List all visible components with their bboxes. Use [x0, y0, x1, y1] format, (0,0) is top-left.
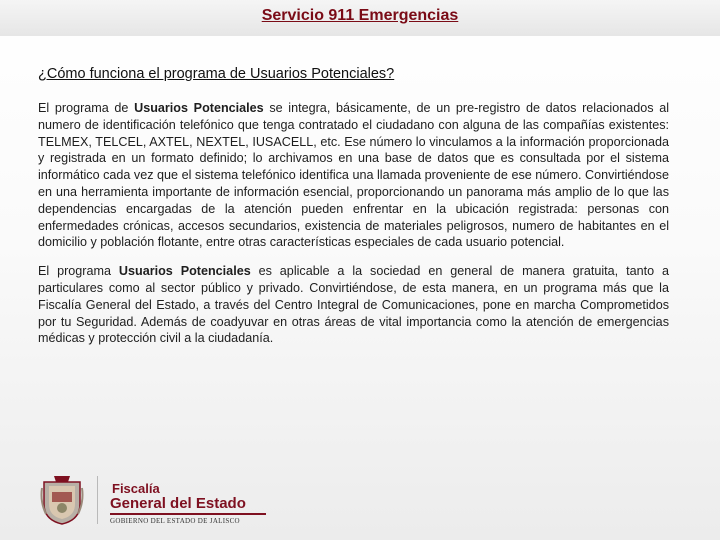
paragraph-1 — [38, 100, 669, 251]
logo-line-1: Fiscalía — [112, 481, 160, 496]
logo-rule — [110, 513, 266, 515]
paragraph-1-emphasis: Usuarios Potenciales — [134, 101, 264, 115]
title-bar — [0, 0, 720, 36]
logo-line-3: GOBIERNO DEL ESTADO DE JALISCO — [110, 517, 240, 525]
page-title: Servicio 911 Emergencias — [261, 7, 459, 24]
section-question: ¿Cómo funciona el programa de Usuarios Potenciales? — [38, 66, 395, 82]
logo-line-2: General del Estado — [110, 495, 246, 512]
paragraph-2-body: es aplicable a la sociedad en general de manera gratuita, tanto a particulares como al sector público y privado. Convirtiéndose, de esta manera, en un programa más que la Fiscalía General del Estado, a través del Centro Integral de Comunicaciones, pone en marcha Comprometidos por tu Seguridad. Además de coadyuvar en otras áreas de vital importancia como la atención de emergencias médicas y protección civil a la ciudadanía. — [38, 264, 669, 346]
footer-divider — [97, 476, 98, 524]
paragraph-2-emphasis: Usuarios Potenciales — [118, 264, 251, 279]
main-content — [38, 66, 669, 359]
footer-logo — [34, 468, 334, 530]
jalisco-coat-of-arms-icon — [40, 474, 84, 526]
paragraph-1-body: se integra, básicamente, de un pre-registro de datos relacionados al numero de identificación telefónico que tenga contratado el ciudadano con alguna de las compañías existentes: TELMEX, TELCEL, AXTEL, NEXTEL, IUSACELL, etc. Ese número lo vinculamos a la información proporcionada y registrada en un formato definido; lo archivamos en una base de datos que es consultada por el sistema informático cada vez que el sistema telefónico identifica una llamada proveniente de ese número. Convirtiéndose en una herramienta importante de información esencial, proporcionando un panorama más amplio de lo que las dependencias encargadas de la atención pueden enfrentar en la ubicación registrada: personas con enfermedades crónicas, accesos secundarios, existencia de materiales peligrosos, numero de habitantes en el domicilio y población flotante, entre otras características especiales de cada usuario potencial. — [38, 101, 669, 250]
paragraph-2 — [38, 263, 669, 347]
paragraph-2-intro: El programa — [38, 264, 119, 279]
paragraph-1-intro: El programa de — [38, 101, 135, 115]
